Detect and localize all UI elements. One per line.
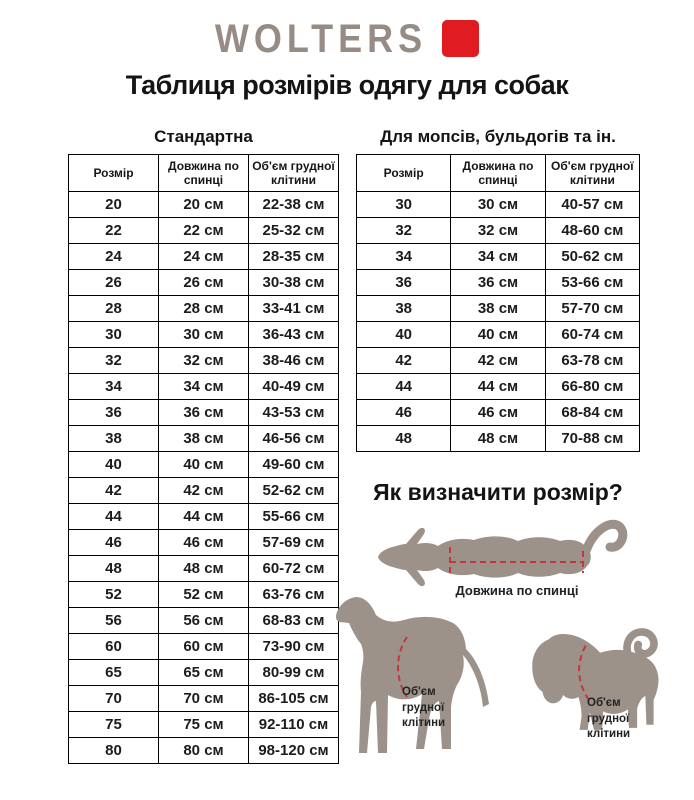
table-cell: 30 <box>69 322 159 348</box>
table-row <box>69 738 339 764</box>
standard-table-title: Стандартна <box>154 127 253 146</box>
pugs-size-table <box>356 154 640 452</box>
page-title: Таблиця розмірів одягу для собак <box>125 70 569 100</box>
table-cell: 32 <box>357 218 451 244</box>
table-cell: 30 см <box>451 192 545 218</box>
table-cell: 36 см <box>451 270 545 296</box>
table-cell: 56 <box>69 608 159 634</box>
table-row <box>69 348 339 374</box>
table-row <box>357 270 640 296</box>
table-cell: 68-83 см <box>249 608 339 634</box>
table-row <box>69 270 339 296</box>
table-row <box>69 712 339 738</box>
table-cell: 42 <box>69 478 159 504</box>
table-cell: 38 <box>357 296 451 322</box>
table-cell: 63-78 см <box>545 348 639 374</box>
table-cell: 60-74 см <box>545 322 639 348</box>
table-row <box>357 192 640 218</box>
table-cell: 70-88 см <box>545 426 639 452</box>
table-cell: 40 см <box>159 452 249 478</box>
table-header-row <box>69 155 339 192</box>
table-cell: 46 <box>69 530 159 556</box>
table-row <box>357 400 640 426</box>
dog-topview-illustration <box>370 515 636 589</box>
column-header-size: Розмір <box>357 155 451 192</box>
standard-size-table <box>68 154 339 764</box>
pugs-table-section <box>356 127 640 452</box>
chest-label-standing <box>402 685 445 732</box>
table-cell: 38-46 см <box>249 348 339 374</box>
table-cell: 26 см <box>159 270 249 296</box>
chest-label-bulldog <box>587 696 630 743</box>
table-row <box>69 218 339 244</box>
table-cell: 55-66 см <box>249 504 339 530</box>
table-cell: 65 <box>69 660 159 686</box>
table-cell: 52 <box>69 582 159 608</box>
table-cell: 34 см <box>159 374 249 400</box>
table-cell: 20 <box>69 192 159 218</box>
table-row <box>69 556 339 582</box>
table-cell: 30 <box>357 192 451 218</box>
table-cell: 44 см <box>159 504 249 530</box>
table-cell: 70 см <box>159 686 249 712</box>
table-cell: 60 <box>69 634 159 660</box>
table-cell: 48 см <box>451 426 545 452</box>
table-cell: 36 <box>357 270 451 296</box>
table-cell: 66-80 см <box>545 374 639 400</box>
table-cell: 38 см <box>159 426 249 452</box>
table-row <box>69 530 339 556</box>
table-row <box>69 192 339 218</box>
brand-logo-red-square <box>442 20 479 57</box>
table-row <box>69 608 339 634</box>
table-cell: 32 <box>69 348 159 374</box>
table-cell: 80 <box>69 738 159 764</box>
table-cell: 40-49 см <box>249 374 339 400</box>
column-header-chest: Об'єм грудної клітини <box>249 155 339 192</box>
table-cell: 46 см <box>159 530 249 556</box>
table-cell: 44 <box>357 374 451 400</box>
table-cell: 43-53 см <box>249 400 339 426</box>
table-cell: 63-76 см <box>249 582 339 608</box>
table-row <box>357 244 640 270</box>
column-header-back-length: Довжина по спинці <box>159 155 249 192</box>
table-cell: 26 <box>69 270 159 296</box>
table-row <box>69 244 339 270</box>
table-row <box>69 452 339 478</box>
table-cell: 40 <box>357 322 451 348</box>
table-row <box>69 660 339 686</box>
table-cell: 52 см <box>159 582 249 608</box>
table-row <box>357 348 640 374</box>
table-cell: 28 <box>69 296 159 322</box>
table-cell: 20 см <box>159 192 249 218</box>
table-cell: 24 <box>69 244 159 270</box>
table-cell: 42 см <box>159 478 249 504</box>
column-header-back-length: Довжина по спинці <box>451 155 545 192</box>
table-cell: 42 см <box>451 348 545 374</box>
table-cell: 48 см <box>159 556 249 582</box>
table-cell: 70 <box>69 686 159 712</box>
table-cell: 33-41 см <box>249 296 339 322</box>
chest-label-line: грудної <box>587 712 630 725</box>
table-row <box>69 634 339 660</box>
column-header-chest: Об'єм грудної клітини <box>545 155 639 192</box>
table-row <box>69 582 339 608</box>
table-cell: 42 <box>357 348 451 374</box>
table-cell: 22 см <box>159 218 249 244</box>
measure-guide-title: Як визначити розмір? <box>373 479 623 505</box>
table-row <box>69 426 339 452</box>
dog-topview-tail <box>586 524 623 551</box>
table-cell: 44 см <box>451 374 545 400</box>
table-cell: 60 см <box>159 634 249 660</box>
table-cell: 30-38 см <box>249 270 339 296</box>
chest-label-line: клітини <box>402 717 446 730</box>
table-cell: 73-90 см <box>249 634 339 660</box>
table-header-row <box>357 155 640 192</box>
table-cell: 53-66 см <box>545 270 639 296</box>
column-header-size: Розмір <box>69 155 159 192</box>
back-length-label: Довжина по спинці <box>455 583 579 598</box>
table-row <box>69 686 339 712</box>
table-cell: 24 см <box>159 244 249 270</box>
dog-standing-illustration <box>325 595 495 757</box>
table-cell: 36 <box>69 400 159 426</box>
table-cell: 40 см <box>451 322 545 348</box>
dog-bulldog-tail <box>627 632 654 657</box>
chest-label-line: грудної <box>402 701 445 714</box>
table-row <box>357 322 640 348</box>
standard-table-section <box>68 127 339 764</box>
table-cell: 68-84 см <box>545 400 639 426</box>
table-cell: 98-120 см <box>249 738 339 764</box>
table-cell: 57-69 см <box>249 530 339 556</box>
table-row <box>69 504 339 530</box>
measure-guide-section <box>320 479 694 800</box>
brand-logo <box>0 15 694 61</box>
table-cell: 60-72 см <box>249 556 339 582</box>
table-cell: 25-32 см <box>249 218 339 244</box>
table-cell: 57-70 см <box>545 296 639 322</box>
chest-label-line: Об'єм <box>587 697 621 709</box>
table-cell: 48-60 см <box>545 218 639 244</box>
table-cell: 32 см <box>451 218 545 244</box>
table-cell: 52-62 см <box>249 478 339 504</box>
table-cell: 80 см <box>159 738 249 764</box>
table-cell: 48 <box>69 556 159 582</box>
table-cell: 32 см <box>159 348 249 374</box>
table-row <box>357 374 640 400</box>
table-cell: 49-60 см <box>249 452 339 478</box>
table-row <box>69 374 339 400</box>
table-cell: 44 <box>69 504 159 530</box>
table-cell: 46 <box>357 400 451 426</box>
table-row <box>357 426 640 452</box>
table-cell: 36 см <box>159 400 249 426</box>
table-cell: 65 см <box>159 660 249 686</box>
table-row <box>69 478 339 504</box>
table-cell: 34 <box>357 244 451 270</box>
table-cell: 34 <box>69 374 159 400</box>
table-cell: 38 см <box>451 296 545 322</box>
table-row <box>69 296 339 322</box>
table-cell: 34 см <box>451 244 545 270</box>
table-row <box>357 218 640 244</box>
table-cell: 38 <box>69 426 159 452</box>
table-cell: 75 <box>69 712 159 738</box>
table-cell: 46-56 см <box>249 426 339 452</box>
table-cell: 36-43 см <box>249 322 339 348</box>
table-row <box>357 296 640 322</box>
table-cell: 86-105 см <box>249 686 339 712</box>
table-cell: 22-38 см <box>249 192 339 218</box>
table-cell: 30 см <box>159 322 249 348</box>
table-cell: 40 <box>69 452 159 478</box>
table-cell: 75 см <box>159 712 249 738</box>
table-cell: 40-57 см <box>545 192 639 218</box>
table-cell: 56 см <box>159 608 249 634</box>
dog-topview-silhouette-shape <box>378 528 591 586</box>
table-cell: 28 см <box>159 296 249 322</box>
table-cell: 22 <box>69 218 159 244</box>
brand-logo-text: WOLTERS <box>214 15 428 61</box>
table-row <box>69 400 339 426</box>
table-cell: 28-35 см <box>249 244 339 270</box>
table-cell: 50-62 см <box>545 244 639 270</box>
table-cell: 92-110 см <box>249 712 339 738</box>
table-row <box>69 322 339 348</box>
chest-label-line: клітини <box>587 728 631 741</box>
chest-label-line: Об'єм <box>402 686 436 698</box>
table-cell: 48 <box>357 426 451 452</box>
table-cell: 46 см <box>451 400 545 426</box>
table-cell: 80-99 см <box>249 660 339 686</box>
pugs-table-title: Для мопсів, бульдогів та ін. <box>380 127 616 146</box>
